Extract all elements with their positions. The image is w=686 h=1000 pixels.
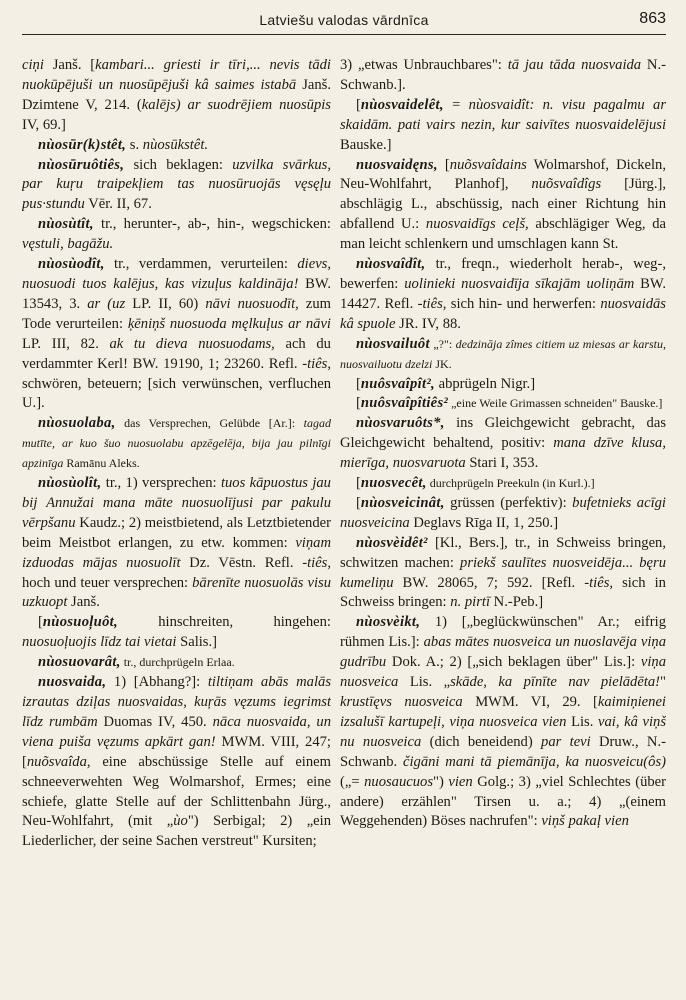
dictionary-entry [340, 96, 666, 156]
entry-text: „eine Weile Grimassen schneiden" Bauske.] [448, 396, 663, 411]
entry-text: kaimiņienei izsalušī kartupeļi, viņa nuosveica vien [340, 694, 666, 730]
entry-text: [ [356, 375, 361, 392]
entry-text: Stari I, 353. [465, 455, 539, 472]
entry-text: LP. III, 82. [22, 335, 110, 352]
entry-text: Salis.] [176, 634, 217, 651]
dictionary-entry [340, 335, 666, 375]
entry-text: Dok. A.; 2) [„sich beklagen über" Lis.]: [386, 654, 641, 671]
entry-text: nuõsvaîdains [449, 156, 527, 173]
entry-text: Kaudz.; 2) meistbietend, als Letztbietender beim Meistbot erlangen, zu etw. kommen: [22, 514, 331, 551]
entry-text: nuosvaidās kâ spuole [340, 295, 666, 332]
entry-text: uolinieki nuosvaidīja sīkajām uoliņām [404, 275, 635, 292]
entry-text: ins Gleichgewicht gebracht, das Gleichgewicht behaltend, positiv: [340, 415, 666, 452]
left-column [22, 56, 331, 994]
entry-text: s. [126, 136, 143, 153]
entry-text: das Versprechen, Gelübde [Ar.]: [115, 416, 304, 431]
entry-text: viņam izduodas mājas nuosuolīt [22, 534, 331, 571]
entry-text: 1) [Abhang?]: [106, 674, 208, 691]
entry-text: [Kl., Bers.], tr., in Schweiss bringen, schwitzen machen: [340, 534, 666, 571]
entry-text: vai, kâ viņš nu nuosveica [340, 713, 666, 750]
dictionary-entry [22, 136, 331, 156]
entry-text: Dz. Vēstn. Refl. [180, 554, 303, 571]
entry-text: Vēr. II, 67. [84, 196, 152, 213]
entry-text: IV, 69.] [22, 116, 66, 133]
dictionary-entry [22, 414, 331, 474]
entry-text: JK. [432, 356, 452, 371]
dictionary-entry [22, 613, 331, 653]
dictionary-entry [340, 414, 666, 474]
headword: nuosvecêt, [360, 475, 427, 492]
headword: nùosùtît, [38, 216, 94, 233]
entry-text: nuosaucuos [364, 773, 434, 790]
entry-text: vien [448, 773, 473, 790]
entry-text: hoch und teuer versprechen: [22, 574, 193, 591]
entry-text: Ramānu Aleks. [63, 456, 140, 471]
headword: nuosvaida, [38, 674, 107, 691]
entry-text: hinschreiten, hingehen: [117, 614, 331, 631]
entry-text: vęstuli, bagāžu. [22, 236, 114, 253]
entry-text: priekš saulītes nuosveidēja... bęru kumeliņu [340, 554, 666, 591]
right-column [340, 56, 666, 994]
entry-text: -tiês, [302, 355, 331, 372]
dictionary-entry [340, 56, 666, 96]
entry-text: [ [356, 494, 361, 511]
entry-text: ar (uz [87, 295, 126, 312]
entry-text: BW. 13543, 3. [22, 275, 331, 312]
entry-text: abas mātes nuosveica un nuoslavēja viņa gudrību [340, 634, 666, 671]
entry-text: n. pirtī [450, 594, 490, 611]
headword: nùosuovarât, [38, 654, 121, 671]
entry-text: JR. IV, 88. [395, 315, 461, 332]
entry-text: BW. 28065, 7; 592. [Refl. [393, 574, 585, 591]
entry-text: čigāni mani tā piemānīja, ka nuosveicu(ôs) [402, 753, 666, 770]
entry-text: Lis. „ [398, 674, 451, 691]
entry-text: Druw., N.-Schwanb. [340, 733, 666, 770]
entry-text: zum Tode verurteilen: [22, 295, 331, 332]
headword: nùosuoļuôt, [42, 614, 118, 631]
dictionary-entry [22, 653, 331, 673]
dictionary-entry [340, 474, 666, 494]
entry-text: tagad mutīte, ar kuo šuo nuosuolabu apzēgelēja, bija jau pilnīgi apzinīga [22, 416, 331, 471]
entry-text: Lis. [566, 713, 598, 730]
entry-text: nāvi nuosuodīt, [205, 295, 299, 312]
entry-text: [ [356, 395, 361, 412]
entry-text: (dich beneidend) [421, 733, 542, 750]
entry-text: [ [38, 614, 43, 631]
entry-text: tr., 1) versprechen: [101, 475, 221, 492]
dictionary-entry [22, 215, 331, 255]
dictionary-entry [340, 156, 666, 256]
entry-text: viņa nuosveica [340, 654, 666, 691]
entry-text: 1) [„beglückwünschen" Ar.; eifrig rühmen Lis.]: [340, 614, 666, 651]
entry-text: [ [356, 96, 361, 113]
page-header [22, 8, 666, 35]
entry-text: eine abschüssige Stelle auf einem schneeverwehten Weg Wolmarshof, Ermes; eine schiefe, glatte Stelle auf der Schlittenbahn Jürg., Neu-Wohlfahrt, (mit „ [22, 753, 331, 830]
entry-text: nuõsvaîda, [26, 753, 91, 770]
entry-text: nuõsvaîdîgs [531, 176, 602, 193]
entry-text: bufetnieks acīgi nuosveicina [340, 494, 666, 531]
entry-text: tr., freqn., wiederholt herab-, weg-, bewerfen: [340, 256, 666, 292]
entry-text: -tiês, [584, 574, 614, 591]
entry-text: kalējs) ar suodrējiem nuosūpis [141, 96, 331, 113]
headword: nuosvaidęns, [356, 156, 438, 173]
entry-text: mana dzīve klusa, mierīga, nuosvaruota [340, 435, 666, 472]
entry-text: skāde, ka pīnīte nav pielādēta! [450, 674, 661, 691]
headword: nùosūruôtiês, [38, 156, 125, 173]
entry-text: tiltiņam abās malās izrautas dziļas nuosvaidas, kuŗās vęzums iegrimst līdz rumbām [22, 674, 331, 730]
dictionary-entry [22, 673, 331, 852]
dictionary-entry [22, 474, 331, 613]
entry-text: Golg.; 3) „viel Schlechtes (über andere) erzählen" Tirsen u. a.; 4) „(einem Weggehenden) Böses nachrufen": [340, 773, 666, 830]
entry-text: nùosūkstêt. [142, 136, 209, 153]
entry-text: durchprügeln Preekuln (in Kurl.).] [426, 476, 595, 491]
entry-text: ") Serbigal; 2) „ein Liederlicher, der seine Sachen verstreut" Kursiten; [22, 813, 331, 850]
headword: nùosùolît, [38, 475, 102, 492]
entry-text: par tevi [541, 733, 591, 750]
dictionary-entry [340, 494, 666, 534]
running-title: Latviešu valodas vārdnīca [259, 12, 429, 28]
entry-text: ") [433, 773, 449, 790]
entry-text: ùo [173, 813, 188, 830]
dictionary-entry [340, 394, 666, 414]
entry-text: 3) „etwas Unbrauchbares": [340, 57, 508, 73]
entry-text: tuos kāpuostus jau bij Annužai mana māte nuosuolījusi par pakulu vērpšanu [22, 475, 331, 531]
dictionary-entry [22, 255, 331, 414]
headword: nùosvaidelêt, [360, 96, 444, 113]
entry-text: = [443, 96, 469, 113]
entry-text: [ [356, 475, 361, 492]
entry-text: krustīęvs nuosveica [340, 694, 463, 710]
entry-text: viņš pakaļ vien [541, 813, 629, 830]
entry-text: [Jürg.], abschlägig L., abschüssig, nach einer Richtung hin abfallend U.: [340, 176, 666, 233]
entry-text: ak tu dieva nuosuodams, [109, 335, 275, 352]
headword: nùosùodît, [38, 256, 105, 273]
entry-text: sich beklagen: [124, 156, 233, 173]
entry-text: uzvilka svārkus, par kuŗu traipekļiem tas nuosūruojās vęsęļu pus·stundu [22, 156, 331, 213]
entry-text: „?": [429, 336, 456, 351]
entry-text: N.-Schwanb.]. [340, 57, 666, 93]
headword: nuôsvaîpîtiês² [360, 395, 449, 412]
entry-text: schwören, beteuern; [sich verwünschen, verfluchen U.]. [22, 375, 331, 412]
headword: nuôsvaîpît², [360, 375, 435, 392]
dictionary-entry [340, 534, 666, 614]
entry-text: MWM. VI, 29. [ [462, 694, 598, 710]
entry-text: sich in Schweiss bringen: [340, 574, 666, 611]
entry-text: Deglavs Rīga II, 1, 250.] [409, 514, 559, 531]
entry-text: N.-Peb.] [490, 594, 544, 611]
entry-text: dievs, nuosuodi tuos kalējus, kas vizuļus kaldināja! [22, 256, 331, 292]
entry-text: tr., durchprügeln Erlaa. [120, 655, 235, 670]
entry-text: LP. II, 60) [125, 295, 206, 312]
entry-text: ach du verdammter Kerl! BW. 19190, 1; 23260. Refl. [22, 335, 331, 372]
entry-text: abschlägiger Weg, da man leicht schlenkern und umschlagen kann St. [340, 216, 666, 253]
entry-text: -tiês, [417, 295, 447, 312]
entry-text: bārenīte nuosuolās visu uzkuopt [22, 574, 331, 611]
entry-text: Janš. [67, 594, 100, 611]
dictionary-entry [22, 56, 331, 136]
entry-text: nuosvaidīgs ceļš, [425, 216, 529, 233]
entry-text: -tiês, [302, 554, 331, 571]
dictionary-entry [22, 156, 331, 216]
headword: nùosuolaba, [38, 415, 116, 432]
entry-text: tr., verdammen, verurteilen: [104, 256, 298, 273]
entry-text: " [660, 674, 666, 691]
headword: nùosvèidêt² [356, 534, 428, 551]
entry-text: („= [340, 773, 365, 790]
headword: nùosvaruôts*, [356, 415, 445, 432]
entry-text: Duomas IV, 450. [97, 713, 213, 730]
entry-text: Wolmarshof, Dickeln, Neu-Wohlfahrt, Planhof], [340, 156, 666, 193]
entry-text: sich hin- und herwerfen: [446, 295, 601, 312]
headword: nùosveicinât, [360, 494, 445, 511]
entry-text: BW. 14427. Refl. [340, 275, 666, 312]
entry-text: ciņi [22, 57, 44, 73]
headword: nùosvailuôt [356, 335, 430, 352]
dictionary-entry [340, 613, 666, 832]
entry-text: kambari... griesti ir tīri,... nevis tādi nuokūpējuši un nuosūpējuši kâ saimes istabā [22, 57, 331, 93]
entry-text: nùosvaidît: n. visu pagalmu ar skaidām. pati vairs nezin, kur saivītes nuosvaidelējusi [340, 96, 666, 133]
entry-text: tā jau tāda nuosvaida [507, 57, 642, 73]
entry-text: ķēniņš nuosuoda męlkuļus ar nāvi [127, 315, 331, 332]
headword: nùosvaîdît, [356, 256, 426, 273]
entry-text: Janš. Dzimtene V, 214. ( [22, 76, 331, 113]
entry-text: Janš. [ [43, 57, 96, 73]
entry-text: tr., herunter-, ab-, hin-, wegschicken: [93, 216, 331, 233]
page-number: 863 [639, 10, 666, 27]
entry-text: nāca nuosvaida, un viena puiša vęzums apkārt gan! [22, 713, 331, 750]
entry-text: abprügeln Nigr.] [434, 375, 536, 392]
headword: nùosvèikt, [356, 614, 421, 631]
entry-text: nuosuoļuojis līdz tai vietai [22, 634, 177, 651]
dictionary-entry [340, 255, 666, 335]
entry-text: grüssen (perfektiv): [444, 494, 573, 511]
entry-text: Bauske.] [340, 136, 392, 153]
entry-text: [ [437, 156, 450, 173]
entry-text: MWM. VIII, 247; [ [22, 733, 331, 770]
dictionary-entry [340, 375, 666, 395]
entry-text: dedzināja zîmes citiem uz miesas ar karstu, nuosvailuotu dzelzi [340, 336, 666, 371]
headword: nùosūr(k)stêt, [38, 136, 127, 153]
